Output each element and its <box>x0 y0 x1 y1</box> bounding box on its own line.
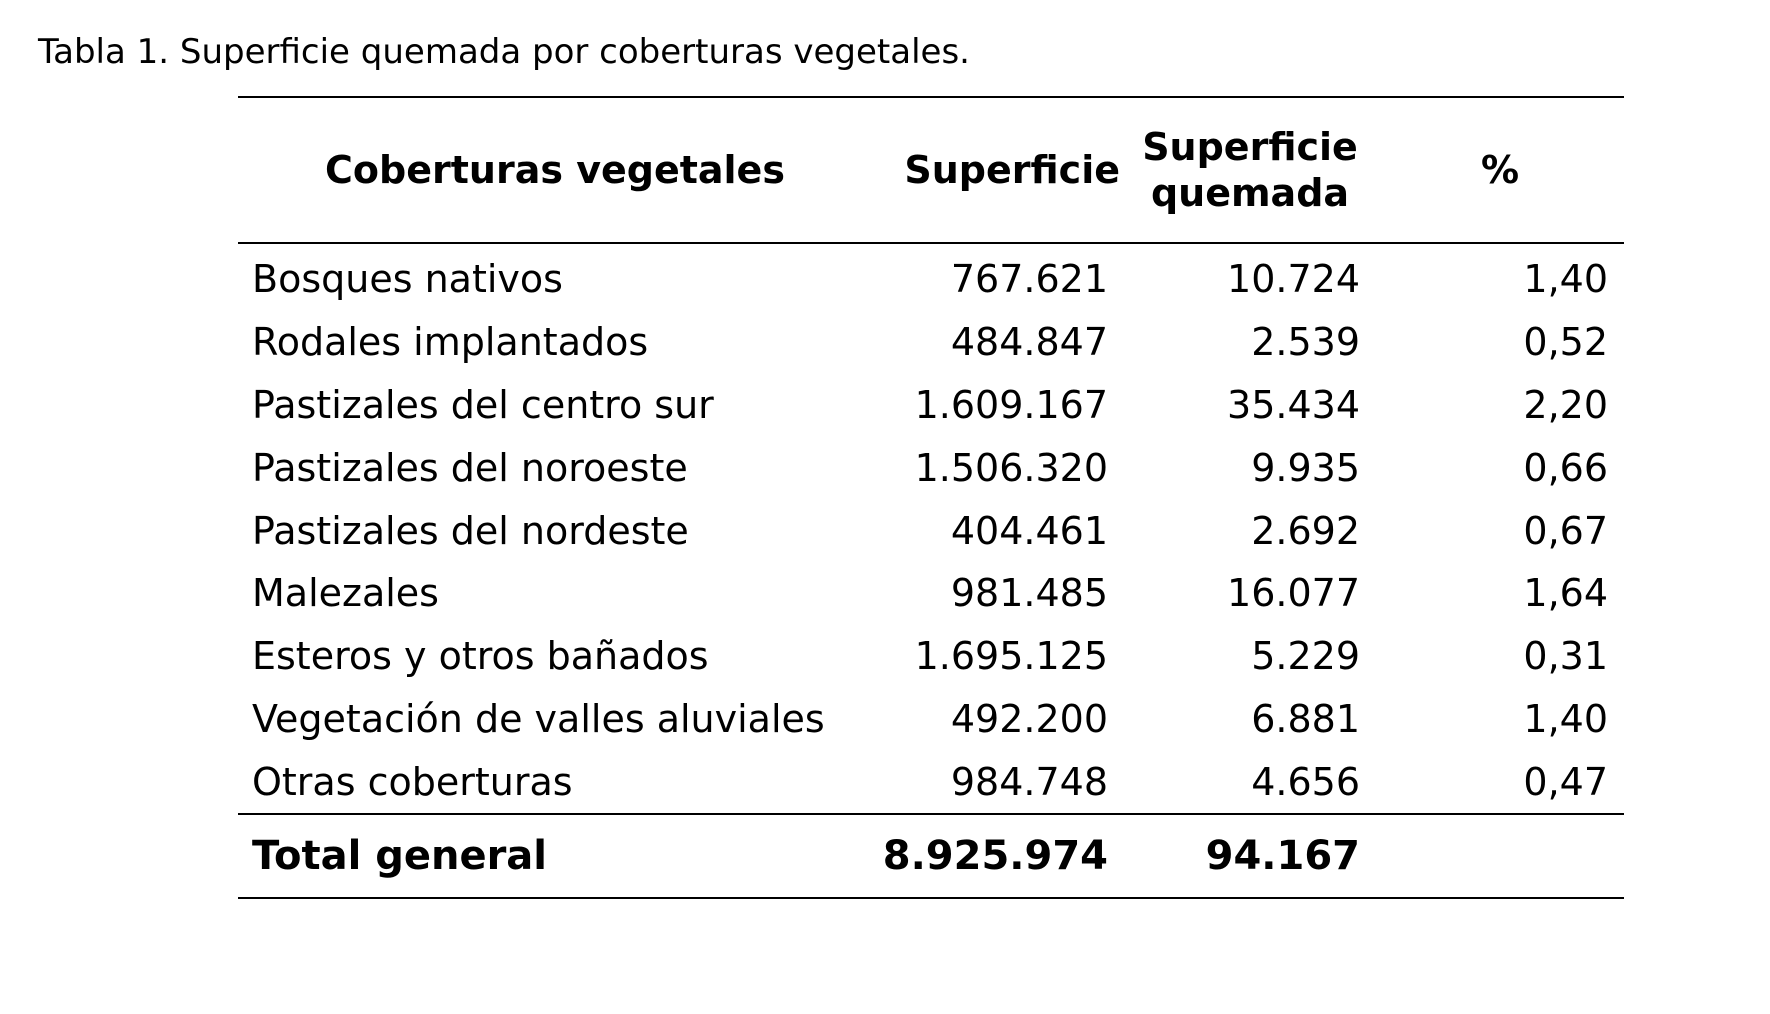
cell-percent: 0,67 <box>1523 508 1608 553</box>
cell-quemada: 4.656 <box>1251 759 1360 804</box>
cell-cobertura: Bosques nativos <box>252 257 563 302</box>
header-superficie-quemada <box>1124 97 1376 243</box>
cell-superficie: 981.485 <box>950 571 1108 616</box>
table-row <box>238 625 1624 688</box>
table-row <box>238 436 1624 499</box>
total-row <box>238 814 1624 898</box>
table-row <box>238 243 1624 311</box>
header-superficie: Superficie <box>904 148 1120 192</box>
header-percent: % <box>1480 148 1520 192</box>
header-row <box>238 97 1624 243</box>
total-superficie: 8.925.974 <box>882 833 1108 880</box>
cell-superficie: 984.748 <box>950 759 1108 804</box>
cell-percent: 1,40 <box>1523 696 1608 741</box>
cell-quemada: 2.539 <box>1251 320 1360 365</box>
cell-cobertura: Esteros y otros bañados <box>252 634 709 679</box>
cell-superficie: 1.609.167 <box>914 382 1108 427</box>
cell-cobertura: Pastizales del nordeste <box>252 508 689 553</box>
cell-cobertura: Pastizales del noroeste <box>252 445 688 490</box>
header-superficie-quemada-line2: quemada <box>1150 171 1350 215</box>
burned-area-table <box>238 96 1624 899</box>
cell-superficie: 1.506.320 <box>914 445 1108 490</box>
cell-quemada: 9.935 <box>1251 445 1360 490</box>
total-label: Total general <box>252 833 547 880</box>
table-row <box>238 562 1624 625</box>
total-quemada: 94.167 <box>1205 833 1360 880</box>
table-row <box>238 311 1624 374</box>
cell-quemada: 16.077 <box>1227 571 1360 616</box>
header-superficie-quemada-line1: Superficie <box>1142 125 1358 169</box>
cell-percent: 0,66 <box>1523 445 1608 490</box>
cell-superficie: 767.621 <box>950 257 1108 302</box>
cell-cobertura: Malezales <box>252 571 439 616</box>
table-row <box>238 688 1624 751</box>
cell-percent: 1,40 <box>1523 257 1608 302</box>
cell-cobertura: Pastizales del centro sur <box>252 382 714 427</box>
cell-superficie: 492.200 <box>950 696 1108 741</box>
cell-quemada: 2.692 <box>1251 508 1360 553</box>
cell-percent: 0,47 <box>1523 759 1608 804</box>
cell-percent: 0,31 <box>1523 634 1608 679</box>
table-body <box>238 243 1624 814</box>
cell-percent: 1,64 <box>1523 571 1608 616</box>
cell-quemada: 10.724 <box>1227 257 1360 302</box>
cell-quemada: 6.881 <box>1251 696 1360 741</box>
table-row <box>238 374 1624 437</box>
total-percent <box>1376 814 1624 898</box>
table-footer <box>238 814 1624 898</box>
cell-cobertura: Otras coberturas <box>252 759 573 804</box>
table-row <box>238 499 1624 562</box>
cell-quemada: 5.229 <box>1251 634 1360 679</box>
cell-quemada: 35.434 <box>1227 382 1360 427</box>
header-coberturas: Coberturas vegetales <box>325 148 785 192</box>
cell-superficie: 404.461 <box>950 508 1108 553</box>
cell-percent: 0,52 <box>1523 320 1608 365</box>
cell-superficie: 1.695.125 <box>914 634 1108 679</box>
table-caption: Tabla 1. Superficie quemada por coberturas vegetales. <box>38 32 970 72</box>
cell-percent: 2,20 <box>1523 382 1608 427</box>
table-header <box>238 97 1624 243</box>
table-row <box>238 750 1624 814</box>
cell-superficie: 484.847 <box>950 320 1108 365</box>
cell-cobertura: Vegetación de valles aluviales <box>252 696 825 741</box>
cell-cobertura: Rodales implantados <box>252 320 649 365</box>
